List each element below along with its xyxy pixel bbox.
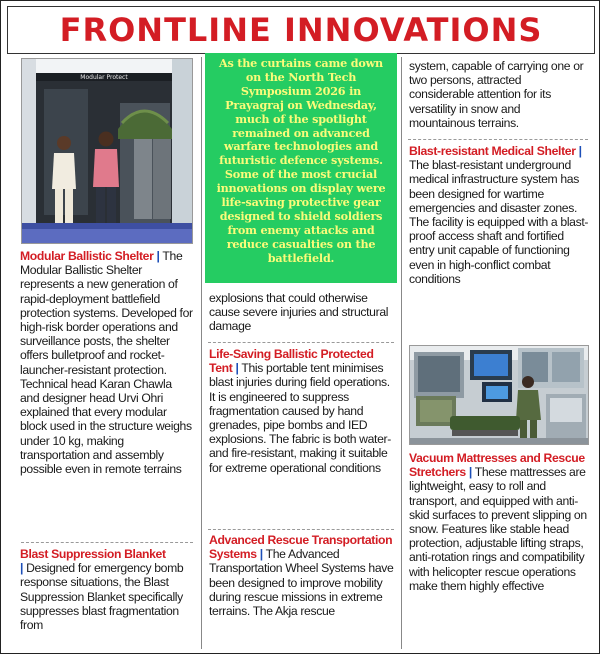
column-3-story-2 — [409, 451, 589, 647]
body-akja-continued: system, capable of carrying one or two persons, attracted considerable attention for its versatility in snow and mountainous terrains. — [409, 59, 584, 130]
body-blast-suppression-blanket: Designed for emergency bomb response situations, the Blast Suppression Blanket specifically suppresses blast fragmentation from — [20, 561, 184, 633]
heading-rescue-transportation: Advanced Rescue Transportation Systems — [209, 533, 393, 562]
body-modular-ballistic-shelter: The Modular Ballistic Shelter represents a new generation of rapid-deployment battlefield protection systems. Developed for high-risk border operations and surveillance posts, the shelter offers bulletproof and rocket-launcher-resistant protection. Technical head Karan Chawla and designer head Urvi Ohri explained that every modular block used in the structure weighs under 10 kg, making transportation and assembly possible even in remote terrains — [20, 249, 193, 477]
heading-medical-shelter: Blast-resistant Medical Shelter — [409, 144, 576, 158]
section-divider — [408, 139, 588, 140]
intro-text: As the curtains came down on the North Tech Symposium 2026 in Prayagraj on Wednesday, much of the spotlight remained on advanced warfare technologies and futuristic defence systems. Some of the most crucial innovations on display were life-saving protective gear designed to shield soldiers from enemy attacks and reduce casualties on the battlefield. — [216, 56, 386, 265]
body-blanket-continued: explosions that could otherwise cause severe injuries and structural damage — [209, 291, 389, 334]
photo-modular-ballistic-shelter — [21, 58, 193, 244]
column-divider-left — [201, 57, 202, 649]
headline-banner — [7, 6, 595, 54]
column-1-story-2 — [20, 547, 194, 645]
column-2-story-2 — [209, 533, 395, 649]
column-2-continuation — [209, 291, 395, 341]
heading-separator: | — [20, 561, 24, 576]
heading-separator: | — [259, 547, 263, 562]
column-3-continuation — [409, 59, 589, 139]
column-1-story — [20, 249, 194, 545]
intro-box — [205, 53, 397, 283]
photo-rescue-exhibit — [409, 345, 589, 445]
photo-sign-text: Modular Protect — [80, 74, 128, 81]
heading-separator: | — [468, 465, 472, 480]
headline-title: FRONTLINE INNOVATIONS — [59, 11, 543, 49]
column-3-story-1 — [409, 144, 589, 340]
body-medical-shelter: The blast-resistant underground medical infrastructure system has been designed for wartime emergencies and disaster zones. The facility is equipped with a blast-proof access shaft and fortified entry unit capable of functioning even in high-conflict combat conditions — [409, 158, 589, 286]
section-divider — [21, 542, 193, 543]
heading-blast-suppression-blanket: Blast Suppression Blanket — [20, 547, 166, 561]
rescue-photo-graphic — [410, 346, 589, 445]
heading-modular-ballistic-shelter: Modular Ballistic Shelter — [20, 249, 154, 263]
body-vacuum-mattresses: These mattresses are lightweight, easy to roll and transport, and equipped with anti-skid surfaces to prevent slipping on snow. Features like stable head protection, adjustable lifting straps, anti-rotation rings and compatibility with helicopter rescue operations make them highly effective — [409, 465, 587, 593]
column-2-story-1 — [209, 347, 395, 531]
column-divider-right — [401, 57, 402, 649]
section-divider — [208, 342, 394, 343]
body-rescue-transportation: The Advanced Transportation Wheel Systems have been designed to improve mobility during rescue missions in extreme terrains. The Akja rescue — [209, 547, 394, 619]
body-ballistic-protected-tent: This portable tent minimises blast injuries during field operations. It is engineered to suppress fragmentation caused by hand grenades, pipe bombs and IED explosions. The fabric is both water- and fire-resistant, making it suitable for extreme operational conditions — [209, 361, 391, 475]
heading-ballistic-protected-tent: Life-Saving Ballistic Protected Tent — [209, 347, 374, 376]
heading-vacuum-mattresses: Vacuum Mattresses and Rescue Stretchers — [409, 451, 585, 480]
shelter-photo-graphic — [22, 59, 193, 244]
heading-separator: | — [578, 144, 582, 158]
heading-separator: | — [156, 249, 160, 263]
section-divider — [208, 529, 394, 530]
heading-separator: | — [235, 361, 239, 376]
